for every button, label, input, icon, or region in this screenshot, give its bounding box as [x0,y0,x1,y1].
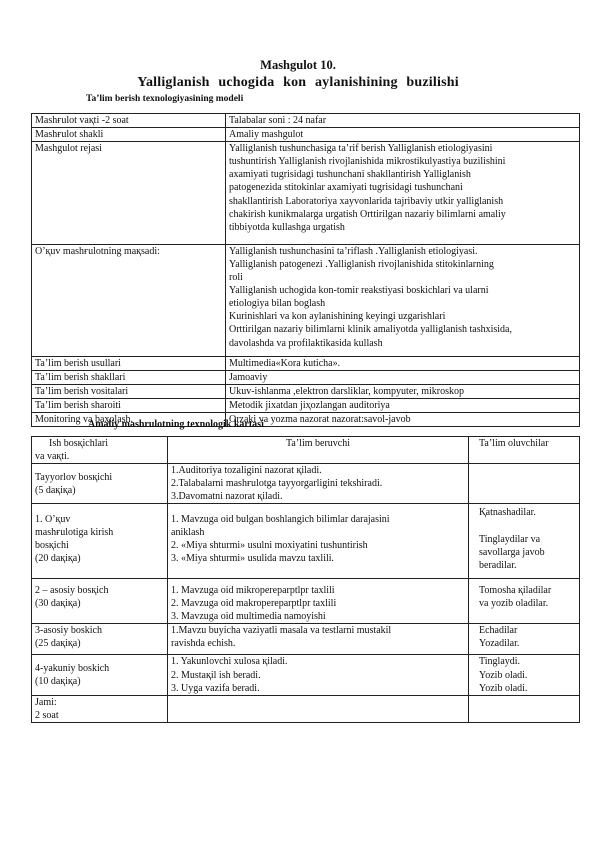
card-stage-line: (20 daқiқa) [35,553,81,565]
card-teacher-cell [168,578,469,623]
model-value-line: davolashda va profilaktikasida kullash [229,337,383,349]
model-row [32,142,580,245]
card-stage-line: mashғulotiga kirish [35,527,114,539]
card-row [32,695,580,722]
model-row [32,398,580,412]
model-value [226,356,580,370]
card-stage-line: Tayyorlov bosқichi [35,471,113,483]
card-row [32,624,580,655]
model-value-line: Kurinishlari va kon aylanishining keyingi uzgarishlari [229,311,446,323]
model-label: O’қuv mashғulotning maқsadi: [32,244,226,356]
card-student-line: Tinglaydilar va [479,533,541,545]
model-table [31,113,580,427]
card-teacher-cell [168,695,469,722]
card-stage-cell [32,464,168,504]
model-value-line: Yalliglanish tushunchasini ta’riflash .Yalliglanish etiologiyasi. [229,245,478,257]
card-student-line: Yozib oladi. [479,669,528,681]
card-title: Amaliy mashrulotning texnologik kartasi [88,419,264,430]
model-value [226,142,580,245]
model-value-line: Amaliy mashgulot [229,129,304,141]
model-value [226,128,580,142]
model-value-line: etiologiya bilan boglash [229,298,326,310]
lesson-number: Mashgulot 10. [260,58,336,72]
card-student-line: Қatnashadilar. [479,507,536,519]
card-stage-cell [32,504,168,578]
model-value [226,370,580,384]
card-student-line: va yozib oladilar. [479,598,549,610]
card-student-line: Tomosha қiladilar [479,584,552,596]
card-stage-line: 4-yakuniy boskich [35,662,110,674]
card-student-line: Tinglaydi. [479,656,521,668]
card-teacher-line: 2.Talabalarni mashғulotga tayyorgarligini tekshiradi. [171,478,383,490]
card-student-cell [469,655,580,695]
model-value-line: tibbiyotda kullashga urgatish [229,221,345,233]
card-teacher-line: 3. Uyga vazifa beradi. [171,682,260,694]
header-stages [32,437,168,464]
model-value-line: Talabalar soni : 24 nafar [229,115,327,126]
card-student-cell [469,624,580,655]
card-stage-cell [32,578,168,623]
model-value-line: roli [229,272,243,284]
card-stage-line: 2 – asosiy bosқich [35,584,109,596]
model-value-line: axamiyati tugrisidagi tushunchani shakllantirish Yalliglanish [229,169,471,181]
model-value-line: tushuntirish Yalliglanish rivojlanishida mikrostikulyastiya buzilishini [229,156,506,168]
card-student-cell [469,578,580,623]
model-label: Mashғulot shakli [32,128,226,142]
card-stage-line: 1. O’қuv [35,514,71,526]
model-value [226,412,580,426]
card-header-row [32,437,580,464]
card-stage-cell [32,655,168,695]
header-teacher: Ta’lim beruvchi [168,437,469,464]
card-teacher-line: 2. Mavzuga oid makropereparptlpr taxlili [171,598,337,610]
model-label: Ta’lim berish shakllari [32,370,226,384]
model-value-line: Orzaki va yozma nazorat nazorat:savol-javob [229,413,411,425]
card-stage-line: (25 daқiқa) [35,638,81,650]
card-stage-line: (5 daқiқa) [35,484,76,496]
model-row [32,370,580,384]
model-subtitle: Ta’lim berish texnologiyasining modeli [86,94,244,104]
model-value [226,244,580,356]
header-stages-line: Ish bosқichlari [49,438,109,449]
model-label: Ta’lim berish sharoiti [32,398,226,412]
model-label: Ta’lim berish vositalari [32,384,226,398]
card-student-line: beradilar. [479,559,517,571]
card-stage-cell [32,624,168,655]
card-teacher-cell [168,504,469,578]
model-value-line: Yalliglanish patogenezi .Yalliglanish rivojlanishida stitokinlarning [229,258,494,270]
card-stage-line: (30 daқiқa) [35,598,81,610]
card-teacher-line: 2. «Miya shturmi» usulni moxiyatini tushuntirish [171,540,368,552]
card-row [32,655,580,695]
card-row [32,464,580,504]
card-stage-line: 3-asosiy boskich [35,625,102,637]
card-teacher-cell [168,464,469,504]
model-value-line: Ukuv-ishlanma ,elektron darsliklar, kompyuter, mikroskop [229,385,464,397]
model-value-line: Metodik jixatdan jiҳozlangan auditoriya [229,399,390,411]
card-stage-line: (10 daқiқa) [35,676,81,688]
card-teacher-line: 1. Yakunlovchi xulosa қiladi. [171,656,288,668]
card-row [32,504,580,578]
model-value [226,384,580,398]
card-teacher-line: 1.Auditoriya tozaligini nazorat қiladi. [171,465,322,477]
card-student-line: savollarga javob [479,546,545,558]
card-teacher-cell [168,624,469,655]
model-label: Monitoring va baҳolash. [32,412,226,426]
card-teacher-line: aniklash [171,527,205,539]
card-teacher-line: 2. Mustaқil ish beradi. [171,669,261,681]
card-teacher-line: ravishda echish. [171,638,236,650]
model-value-line: Yalliglanish uchogida kon-tomir reakstiyasi boskichlari va ularni [229,285,489,297]
card-stage-line: 2 soat [35,709,59,721]
tech-card-table [31,436,580,723]
card-student-line: Yozib oladi. [479,682,528,694]
model-value-line: chakirish kunikmalarga urgatish Orttirilgan nazariy bilimlarni amaliy [229,208,506,220]
header-stages-line: va vaқti. [35,451,70,463]
card-stage-cell [32,695,168,722]
model-value-line: Orttirilgan nazariy bilimlarni klinik amaliyotda yalliglanish tashxisida, [229,324,512,336]
card-teacher-line: 3.Davomatni nazorat қiladi. [171,491,283,503]
card-student-cell [469,504,580,578]
lesson-title: Yalliglanish uchogida kon aylanishining buzilishi [137,75,459,90]
card-student-line [479,520,576,533]
model-row [32,384,580,398]
card-stage-line: Jami: [35,696,57,708]
model-value [226,114,580,128]
card-teacher-line: 3. Mavzuga oid multimedia namoyishi [171,611,326,623]
card-teacher-line: 1.Mavzu buyicha vaziyatli masala va testlarni mustakil [171,625,392,637]
model-row [32,356,580,370]
card-student-line: Echadilar [479,625,518,637]
card-teacher-line: 1. Mavzuga oid bulgan boshlangich bilimlar darajasini [171,514,390,526]
card-teacher-line: 3. «Miya shturmi» usulida mavzu taxlili. [171,553,335,565]
model-label: Mashgulot rejasi [32,142,226,245]
model-value-line: Yalliglanish tushunchasiga ta’rif berish Yalliglanish etiologiyasini [229,143,493,155]
model-value-line: Jamoaviy [229,371,268,383]
card-teacher-line: 1. Mavzuga oid mikropereparptlpr taxlili [171,584,335,596]
card-student-cell [469,464,580,504]
card-student-cell [469,695,580,722]
model-label: Ta’lim berish usullari [32,356,226,370]
model-value [226,398,580,412]
card-student-line: Yozadilar. [479,638,520,650]
model-value-line: shakllantirish Laboratoriya xayvonlarida tajribaviy utkir yalliglanish [229,195,504,207]
model-value-line: Multimedia«Kora kuticha». [229,357,341,369]
model-row [32,128,580,142]
card-row [32,578,580,623]
header-students: Ta’lim oluvchilar [469,437,580,464]
model-row [32,244,580,356]
model-row [32,114,580,128]
card-teacher-cell [168,655,469,695]
model-value-line: patogenezida stitokinlar axamiyati tugrisidagi tushunchani [229,182,463,194]
model-label: Mashғulot vaқti -2 soat [32,114,226,128]
card-stage-line: bosқichi [35,540,69,552]
